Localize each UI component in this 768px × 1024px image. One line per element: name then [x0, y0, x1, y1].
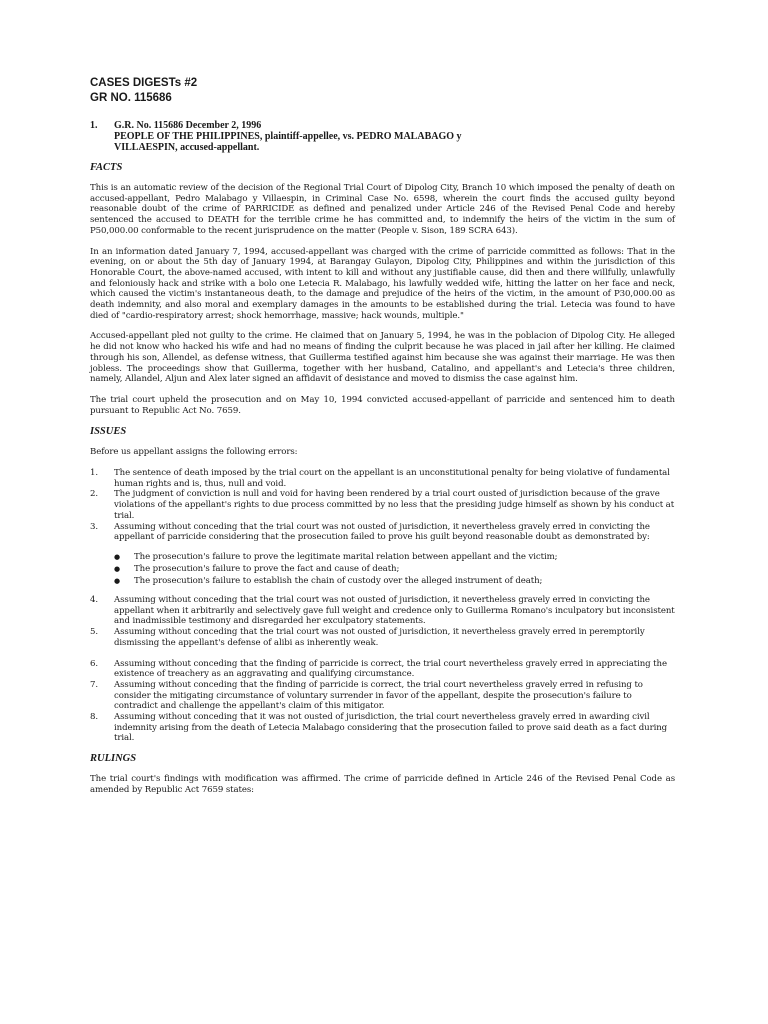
bullet-icon: ● — [114, 564, 121, 573]
case-number: 1. — [90, 120, 98, 131]
error-number: 4. — [90, 594, 98, 605]
case-caption-line: G.R. No. 115686 December 2, 1996 — [114, 120, 262, 131]
issues-intro: Before us appellant assigns the following errors: — [90, 447, 298, 458]
facts-paragraph: Accused-appellant pled not guilty to the crime. He claimed that on January 5, 1994, he was in the poblacion of Dipolog City. He alleged he did not know who hacked his wife and had no means of finding the culprit because he was placed in jail after her killing. He claimed through his son, Allendel, as defense witness, that Guillerma testified against him because she was against their marriage. He was then jobless. The proceedings show that Guillerma, together with her husband, Catalino, and appellant's and Letecia's three children, namely, Allandel, Aljun and Alex later signed an affidavit of desistance and moved to dismiss the case against him. — [90, 331, 675, 385]
errors-list — [90, 468, 675, 543]
error-item — [90, 680, 675, 712]
sub-bullet-item — [114, 575, 675, 587]
case-caption-line: PEOPLE OF THE PHILIPPINES, plaintiff-appellee, vs. PEDRO MALABAGO y — [114, 131, 462, 142]
errors-list — [90, 595, 675, 744]
bullet-icon: ● — [114, 552, 121, 561]
document-page — [90, 76, 675, 806]
rulings-paragraph: The trial court's findings with modification was affirmed. The crime of parricide defined in Article 246 of the Revised Penal Code as amended by Republic Act 7659 states: — [90, 774, 675, 795]
error-number: 2. — [90, 489, 98, 500]
facts-heading: FACTS — [90, 162, 123, 173]
error-number: 5. — [90, 627, 98, 638]
facts-paragraph: The trial court upheld the prosecution and on May 10, 1994 convicted accused-appellant of parricide and sentenced him to death pursuant to Republic Act No. 7659. — [90, 394, 675, 416]
sub-bullet-text: The prosecution's failure to prove the fact and cause of death; — [134, 563, 400, 574]
error-text: Assuming without conceding that the trial court was not ousted of jurisdiction, it nevertheless gravely erred in convicting the appellant of parricide considering that the prosecution failed to prove his guilt beyond reasonable doubt as demonstrated by: — [114, 521, 650, 543]
sub-bullet-text: The prosecution's failure to establish the chain of custody over the alleged instrument of death; — [134, 575, 543, 586]
error-text: Assuming without conceding that the finding of parricide is correct, the trial court nevertheless gravely erred in refusing to consider the mitigating circumstance of voluntary surrender in favor of the appellant, despite the prosecution's failure to contradict and challenge the appellant's claim of this mitigator. — [114, 679, 643, 712]
case-caption-lines — [114, 120, 462, 153]
error-number: 3. — [90, 521, 98, 532]
error-item — [90, 627, 675, 648]
error-text: The judgment of conviction is null and void for having been rendered by a trial court ousted of jurisdiction because of the grave violations of the appellant's rights to due process committed by no less that the presiding judge himself as shown by his conduct at trial. — [114, 489, 675, 521]
error-item — [90, 595, 675, 627]
error-number: 6. — [90, 658, 98, 669]
error-text: The sentence of death imposed by the trial court on the appellant is an unconstitutional penalty for being violative of fundamental human rights and is, thus, null and void. — [114, 468, 670, 489]
case-caption — [90, 120, 675, 153]
facts-paragraph: In an information dated January 7, 1994, accused-appellant was charged with the crime of parricide committed as follows: That in the evening, on or about the 5th day of January 1994, at Barangay Gulayon, Dipolog City, Philippines and within the jurisdiction of this Honorable Court, the above-named accused, with intent to kill and without any justifiable cause, did then and there willfully, unlawfully and feloniously hack and strike with a bolo one Letecia R. Malabago, his lawfully wedded wife, hitting the latter on her face and neck, which caused the victim's instantaneous death, to the damage and prejudice of the heirs of the victim, in the amount of P30,000.00 as death indemnity, and also moral and exemplary damages in the amounts to be established during the trial. Letecia was found to have died of "cardio-respiratory arrest; shock hemorrhage, massive; hack wounds, multiple." — [90, 246, 675, 321]
facts-paragraph: This is an automatic review of the decision of the Regional Trial Court of Dipolog City, Branch 10 which imposed the penalty of death on accused-appellant, Pedro Malabago y Villaespin, in Criminal Case No. 6598, wherein the court finds the accused guilty beyond reasonable doubt of the crime of PARRICIDE as defined and penalized under Article 246 of the Revised Penal Code and hereby sentenced the accused to DEATH for the terrible crime he has committed and, to indemnify the heirs of the victim in the sum of P50,000.00 conformable to the recent jurisprudence on the matter (People v. Sison, 189 SCRA 643). — [90, 183, 675, 236]
gr-number-heading: GR NO. 115686 — [90, 92, 172, 104]
error-text: Assuming without conceding that the trial court was not ousted of jurisdiction, it nevertheless gravely erred in convicting the appellant when it arbitrarily and selectively gave full weight and credence only to Guillerma Romano's inculpatory but inconsistent and inadmissible testimony and disregarded her exculpatory statements. — [114, 594, 675, 627]
error-number: 1. — [90, 468, 98, 479]
sub-bullet-item — [114, 563, 675, 575]
document-title: CASES DIGESTs #2 — [90, 77, 198, 89]
error-item — [90, 489, 675, 521]
sub-bullet-list — [114, 551, 675, 587]
rulings-heading: RULINGS — [90, 753, 137, 765]
error-item — [90, 659, 675, 680]
error-text: Assuming without conceding that the trial court was not ousted of jurisdiction, it nevertheless gravely erred in peremptorily dismissing the appellant's defense of alibi as inherently weak. — [114, 627, 645, 648]
issues-heading: ISSUES — [90, 426, 127, 438]
error-item — [90, 468, 675, 489]
case-caption-line: VILLAESPIN, accused-appellant. — [114, 142, 260, 153]
error-item — [90, 712, 675, 744]
error-text: Assuming without conceding that the finding of parricide is correct, the trial court nevertheless gravely erred in appreciating the existence of treachery as an aggravating and qualifying circumstance. — [114, 658, 667, 680]
sub-bullet-text: The prosecution's failure to prove the legitimate marital relation between appellant and the victim; — [134, 551, 558, 562]
error-number: 7. — [90, 679, 98, 690]
error-item — [90, 522, 675, 543]
error-text: Assuming without conceding that it was not ousted of jurisdiction, the trial court nevertheless gravely erred in awarding civil indemnity arising from the death of Letecia Malabago considering that the prosecution failed to prove said death as a fact during trial. — [114, 712, 668, 744]
error-number: 8. — [90, 712, 98, 723]
bullet-icon: ● — [114, 576, 121, 585]
sub-bullet-item — [114, 551, 675, 563]
